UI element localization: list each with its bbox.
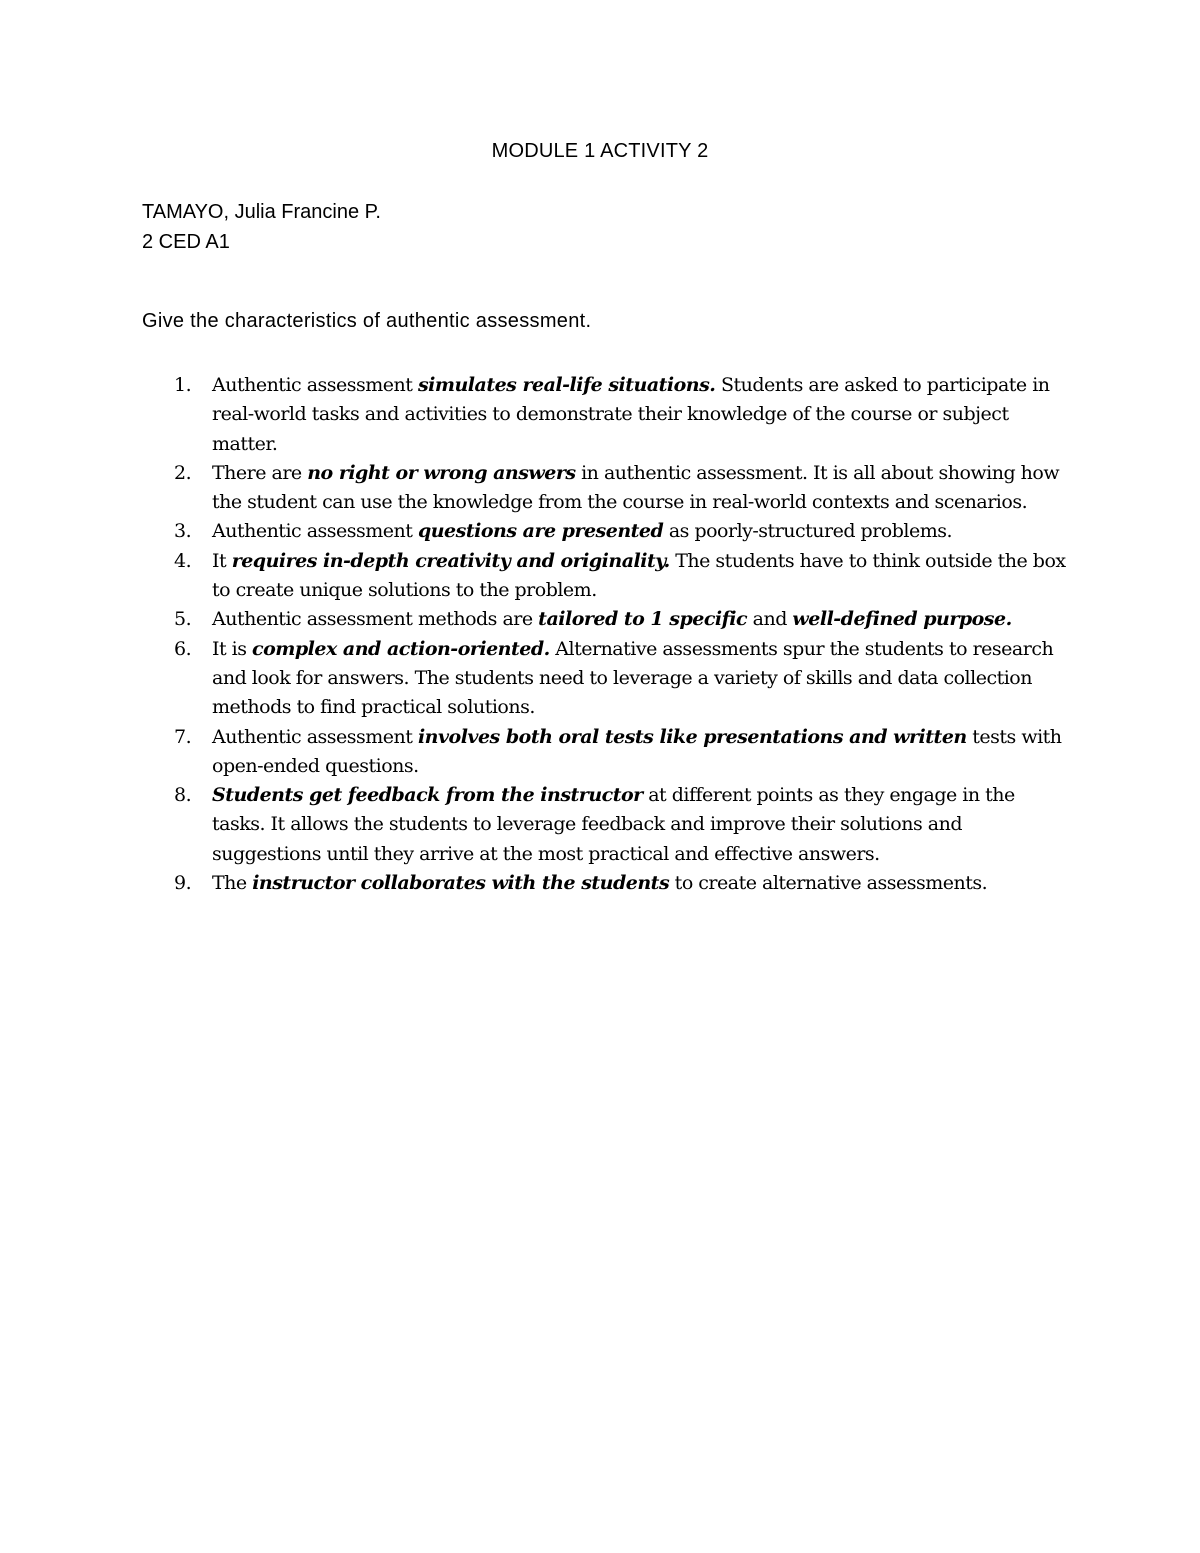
answer-number: 4. <box>174 549 192 572</box>
answer-text: Alternative assessments spur the students to research and look for answers. The students need to leverage a variety of skills and data collection methods to find practical solutions. <box>212 637 1054 719</box>
answer-emphasis: tailored to 1 specific <box>538 608 748 631</box>
answer-text: Authentic assessment <box>212 374 418 396</box>
answer-emphasis: well-defined purpose. <box>792 608 1012 631</box>
answer-text: at different points as they engage in the tasks. It allows the students to leverage feedback and improve their solutions and suggestions until they arrive at the most practical and effective answers. <box>212 784 1015 865</box>
answer-emphasis: requires in-depth creativity and originality. <box>231 549 670 572</box>
answer-item <box>142 517 1072 546</box>
answer-number: 9. <box>174 872 192 895</box>
answer-item <box>142 869 1072 898</box>
answer-emphasis: instructor collaborates with the students <box>252 872 670 895</box>
answer-item <box>142 371 1072 459</box>
answer-item <box>142 547 1072 606</box>
answer-text: and <box>747 608 793 631</box>
answer-number: 1. <box>174 374 192 396</box>
answer-emphasis: questions are presented <box>417 520 664 543</box>
answer-number: 7. <box>174 725 192 748</box>
answer-emphasis: no right or wrong answers <box>307 461 576 484</box>
student-section: 2 CED A1 <box>142 231 230 253</box>
answers-list <box>142 371 1072 898</box>
answer-text: Authentic assessment methods are <box>212 608 539 631</box>
answer-text: There are <box>212 461 308 484</box>
answer-text: It is <box>212 637 253 660</box>
answer-item <box>142 605 1072 634</box>
answer-text: in authentic assessment. It is all about showing how the student can use the knowledge from the course in real-world contexts and scenarios. <box>212 461 1060 514</box>
answer-text: Authentic assessment <box>212 520 418 543</box>
answer-number: 6. <box>174 637 192 660</box>
answer-text: The <box>212 872 253 895</box>
answer-item <box>142 635 1072 723</box>
answer-text: It <box>212 549 232 572</box>
student-info <box>142 197 381 257</box>
answer-number: 2. <box>174 461 192 484</box>
answer-text: to create alternative assessments. <box>669 872 988 895</box>
answer-text: Students are asked to participate in real-world tasks and activities to demonstrate their knowledge of the course or subject matter. <box>212 374 1050 455</box>
answer-number: 5. <box>174 608 192 631</box>
answer-text: The students have to think outside the box to create unique solutions to the problem. <box>212 549 1066 602</box>
answer-item <box>142 723 1072 782</box>
page-title: MODULE 1 ACTIVITY 2 <box>491 140 709 162</box>
answer-text: Authentic assessment <box>212 725 418 748</box>
answer-item <box>142 781 1072 869</box>
answer-emphasis: complex and action-oriented. <box>252 637 550 660</box>
student-name: TAMAYO, Julia Francine P. <box>142 201 381 223</box>
answer-emphasis: simulates real-life situations. <box>417 374 716 396</box>
answer-text: as poorly-structured problems. <box>663 520 953 543</box>
answer-number: 8. <box>174 784 192 807</box>
answer-item <box>142 459 1072 518</box>
answer-number: 3. <box>174 520 192 543</box>
answer-emphasis: involves both oral tests like presentations and written <box>417 725 967 748</box>
answer-emphasis: Students get feedback from the instructor <box>212 784 643 807</box>
answer-text: tests with open-ended questions. <box>212 725 1062 777</box>
question-prompt: Give the characteristics of authentic assessment. <box>142 310 592 332</box>
